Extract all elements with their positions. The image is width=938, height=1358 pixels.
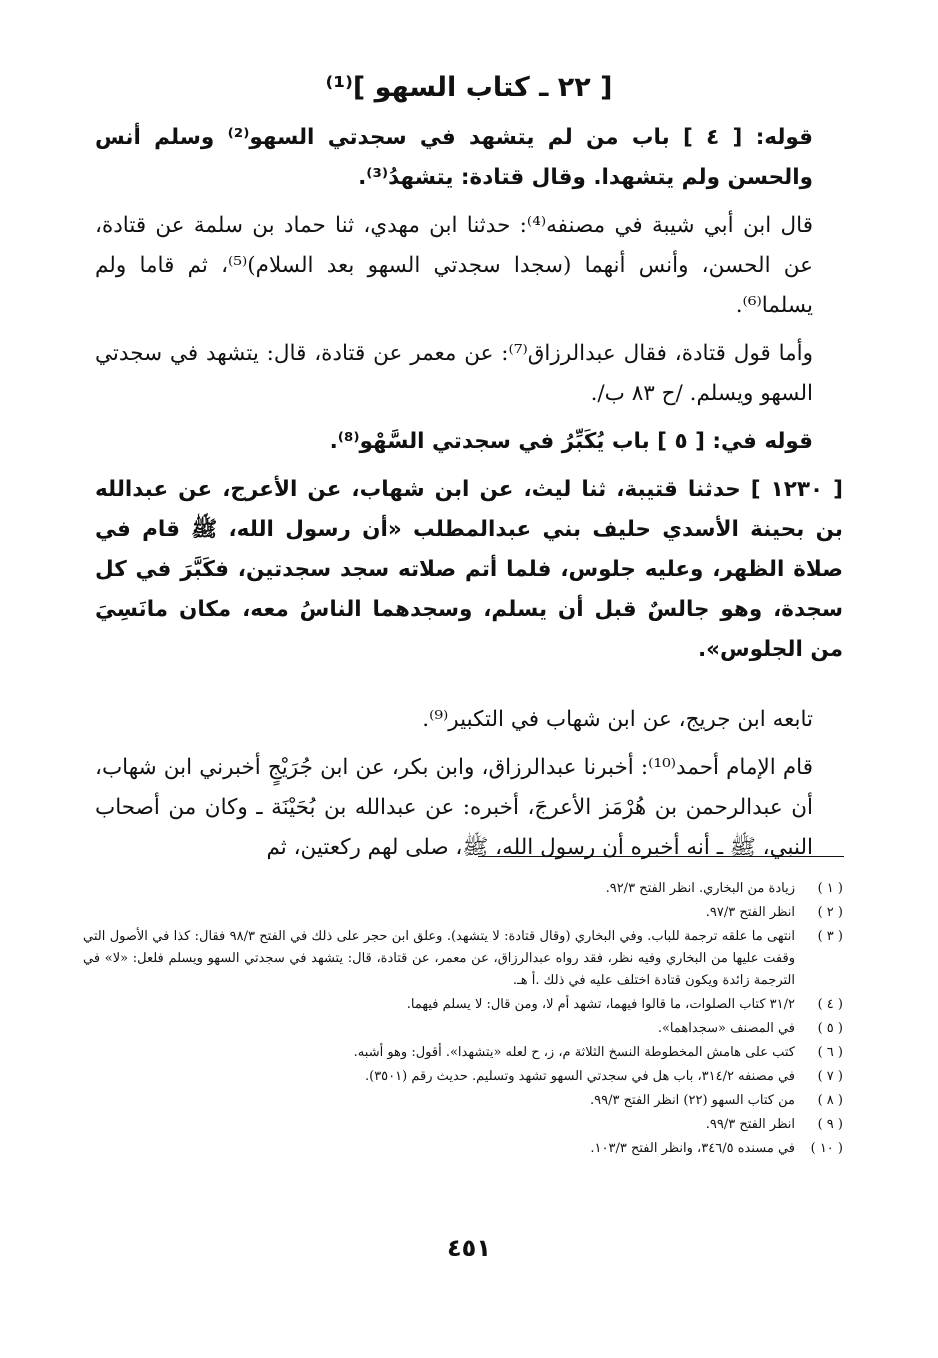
footnotes: [83, 878, 843, 1162]
footnote: [83, 1138, 843, 1160]
footnote: [83, 1018, 843, 1040]
page-number: ٤٥١: [447, 1234, 491, 1262]
footnote: [83, 926, 843, 992]
footnote-text: في مصنفه ٣١٤/٢، باب هل في سجدتي السهو تشهد وتسليم. حديث رقم (٣٥٠١).: [364, 1069, 795, 1084]
footnote-text: زيادة من البخاري. انظر الفتح ٩٢/٣.: [605, 881, 795, 896]
footnote-number: ( ٦ ): [817, 1045, 843, 1060]
footnote: [83, 994, 843, 1016]
footnote-number: ( ٨ ): [817, 1093, 843, 1108]
footnote: [83, 1090, 843, 1112]
main-text: [95, 118, 843, 876]
footnote-text: كتب على هامش المخطوطة النسخ الثلاثة م، ز، ح لعله «يتشهدا». أقول: وهو أشبه.: [353, 1045, 795, 1060]
footnote-number: ( ٩ ): [817, 1117, 843, 1132]
paragraph-2: قال ابن أبي شيبة في مصنفه⁽⁴⁾: حدثنا ابن مهدي، ثنا حماد بن سلمة عن قتادة، عن الحسن، وأنس أنهما (سجدا سجدتي السهو بعد السلام)⁽⁵⁾، ثم قاما ولم يسلما⁽⁶⁾.: [95, 213, 814, 318]
footnote-text: في المصنف «سجداهما».: [657, 1021, 795, 1036]
footnote-separator: [478, 856, 844, 857]
footnote-number: ( ٧ ): [817, 1069, 843, 1084]
footnote: [83, 878, 843, 900]
footnote-number: ( ١٠ ): [810, 1141, 843, 1156]
footnote: [83, 1042, 843, 1064]
footnote: [83, 902, 843, 924]
paragraph-4: قوله في: [ ٥ ] باب يُكَبِّرُ في سجدتي السَّهْو⁽⁸⁾.: [329, 429, 813, 454]
footnote-text: انظر الفتح ٩٩/٣.: [705, 1117, 795, 1132]
paragraph-1: قوله: [ ٤ ] باب من لم يتشهد في سجدتي السهو⁽²⁾ وسلم أنس والحسن ولم يتشهدا. وقال قتادة: يتشهدُ⁽³⁾.: [95, 125, 813, 190]
footnote-text: ٣١/٢ كتاب الصلوات، ما قالوا فيهما، تشهد أم لا، ومن قال: لا يسلم فيهما.: [406, 997, 795, 1012]
footnote-text: انظر الفتح ٩٧/٣.: [705, 905, 795, 920]
footnote: [83, 1114, 843, 1136]
footnote-number: ( ٣ ): [817, 929, 843, 944]
hadith-1230: [ ١٢٣٠ ] حدثنا قتيبة، ثنا ليث، عن ابن شهاب، عن الأعرج، عن عبدالله بن بحينة الأسدي حليف بني عبدالمطلب «أن رسول الله، ﷺ قام في صلاة الظهر، وعليه جلوس، فلما أتم صلاته سجد سجدتين، فكَبَّرَ في كل سجدة، وهو جالسٌ قبل أن يسلم، وسجدهما الناسُ معه، مكان مانَسِيَ من الجلوس».: [95, 477, 843, 662]
footnote: [83, 1066, 843, 1088]
footnote-number: ( ٤ ): [817, 997, 843, 1012]
paragraph-6: تابعه ابن جريج، عن ابن شهاب في التكبير⁽⁹⁾.: [422, 707, 813, 732]
chapter-title: [ ٢٢ ـ كتاب السهو ]⁽¹⁾: [325, 72, 613, 103]
paragraph-3: وأما قول قتادة، فقال عبدالرزاق⁽⁷⁾: عن معمر عن قتادة، قال: يتشهد في سجدتي السهو ويسلم. /ح ٨٣ ب/.: [95, 341, 813, 406]
paragraph-7: قام الإمام أحمد⁽¹⁰⁾: أخبرنا عبدالرزاق، وابن بكر، عن ابن جُرَيْجٍ أخبرني ابن شهاب، أن عبدالرحمن بن هُرْمَز الأعرجَ، أخبره: عن عبدالله بن بُحَيْنَة ـ وكان من أصحاب النبي، ﷺ ـ أنه أخبره أن رسول الله، ﷺ، صلى لهم ركعتين، ثم: [95, 755, 813, 860]
footnote-number: ( ٢ ): [817, 905, 843, 920]
footnote-number: ( ١ ): [817, 881, 843, 896]
footnote-text: من كتاب السهو (٢٢) انظر الفتح ٩٩/٣.: [590, 1093, 795, 1108]
footnote-text: في مسنده ٣٤٦/٥، وانظر الفتح ١٠٣/٣.: [590, 1141, 795, 1156]
footnote-text: انتهى ما علقه ترجمة للباب. وفي البخاري (وقال قتادة: لا يتشهد). وعلق ابن حجر على ذلك في الفتح ٩٨/٣ فقال: كذا في الأصول التي وقفت عليها من البخاري وفيه نظر، فقد رواه عبدالرزاق، عن معمر، عن قتادة، قال: يتشهد في سجدتي السهو ويسلم فلعل: «لا» في الترجمة زائدة ويكون قتادة اختلف عليه في ذلك .أ هـ.: [83, 929, 795, 988]
footnote-number: ( ٥ ): [817, 1021, 843, 1036]
